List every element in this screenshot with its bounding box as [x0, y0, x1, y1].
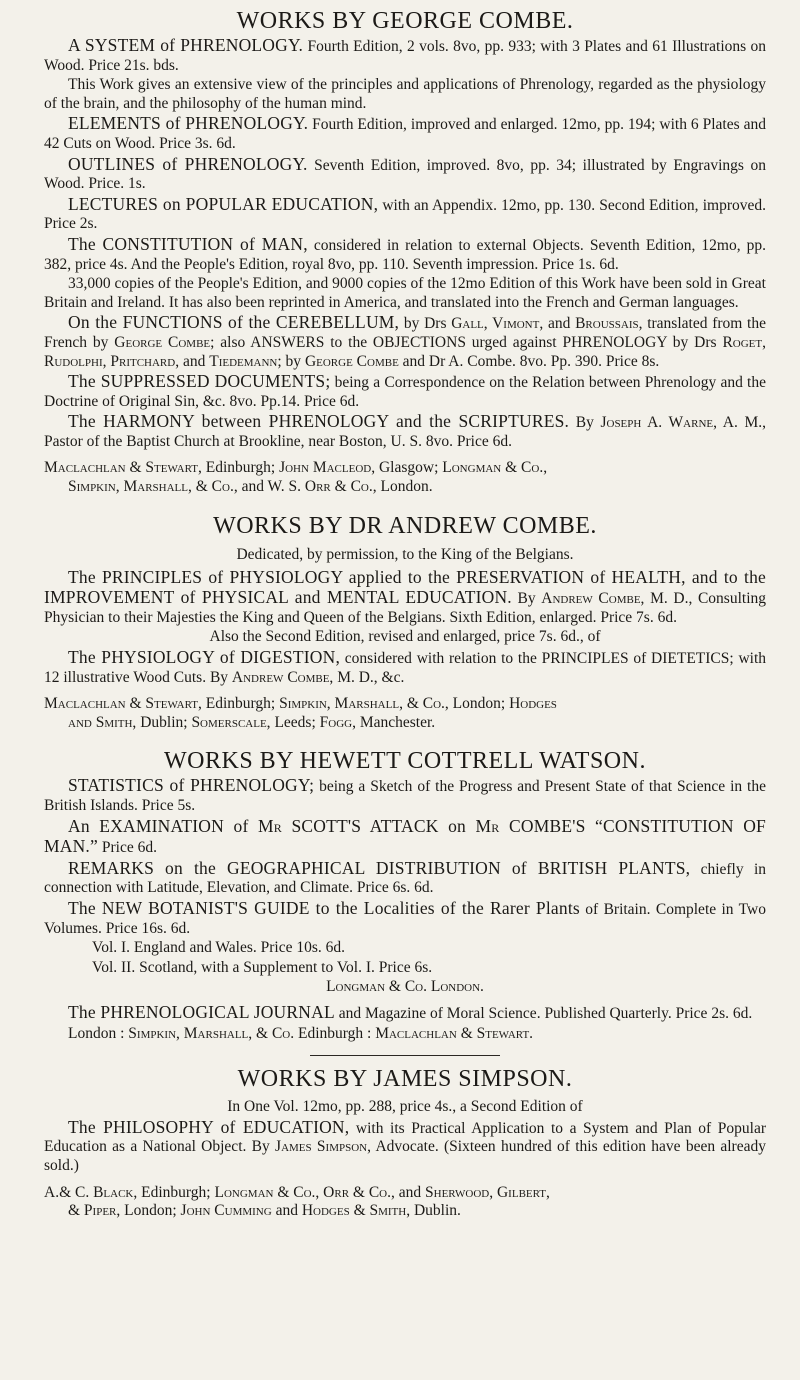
- entry-statistics-of-phrenology: STATISTICS of PHRENOLOGY; being a Sketch of the Progress and Present State of that Science in the British Islands. Price 5s.: [44, 775, 766, 814]
- entry-volume-2: Vol. II. Scotland, with a Supplement to Vol. I. Price 6s.: [92, 958, 433, 976]
- dedication: Dedicated, by permission, to the King of the Belgians.: [236, 545, 574, 563]
- publishers-watson-botany: Longman & Co. London.: [326, 978, 484, 996]
- entry-harmony-phrenology-scriptures: The HARMONY between PHRENOLOGY and the SCRIPTURES. By Joseph A. Warne, A. M., Pastor of the Baptist Church at Brookline, near Boston, U. S. 8vo. Price 6d.: [44, 411, 767, 450]
- entry-geographical-distribution: REMARKS on the GEOGRAPHICAL DISTRIBUTION of BRITISH PLANTS, chiefly in connection with Latitude, Elevation, and Climate. Price 6s. 6d.: [44, 857, 766, 897]
- entry-volume-1: Vol. I. England and Wales. Price 10s. 6d.: [92, 939, 346, 957]
- publishers-andrew-combe: Maclachlan & Stewart, Edinburgh; Simpkin, Marshall, & Co., London; Hodges and Smith, Dublin; Somerscale, Leeds; Fogg, Manchester.: [44, 695, 557, 731]
- publishers-james-simpson: A.& C. Black, Edinburgh; Longman & Co., Orr & Co., and Sherwood, Gilbert, & Piper, London; John Cumming and Hodges & Smith, Dublin.: [44, 1183, 550, 1220]
- entry-functions-cerebellum: On the FUNCTIONS of the CEREBELLUM, by Drs Gall, Vimont, and Broussais, translated from the French by George Combe; also ANSWERS to the OBJECTIONS urged against PHRENOLOGY by Drs Roget, Rudolphi, Pritchard, and Tiedemann; by George Combe and Dr A. Combe. 8vo. Pp. 390. Price 8s.: [44, 312, 766, 370]
- entry-new-botanists-guide: The NEW BOTANIST'S GUIDE to the Localities of the Rarer Plants of Britain. Complete in Two Volumes. Price 16s. 6d.: [44, 897, 766, 937]
- entry-system-of-phrenology: A SYSTEM of PHRENOLOGY. Fourth Edition, 2 vols. 8vo, pp. 933; with 3 Plates and 61 Illustrations on Wood. Price 21s. bds.: [44, 35, 766, 74]
- entry-principles-of-physiology: The PRINCIPLES of PHYSIOLOGY applied to the PRESERVATION of HEALTH, and to the IMPROVEMENT of PHYSICAL and MENTAL EDUCATION. By Andrew Combe, M. D., Consulting Physician to their Majesties the King and Queen of the Belgians. Sixth Edition, enlarged. Price 7s. 6d.: [44, 566, 767, 626]
- entry-outlines-of-phrenology: OUTLINES of PHRENOLOGY. Seventh Edition, improved. 8vo, pp. 34; illustrated by Engravings on Wood. Price. 1s.: [44, 153, 766, 193]
- entry-description: This Work gives an extensive view of the principles and applications of Phrenology, regarded as the physiology of the brain, and the philosophy of the human mind.: [44, 76, 766, 112]
- section-title-james-simpson: WORKS BY JAMES SIMPSON.: [237, 1066, 573, 1093]
- entry-copies-sold: 33,000 copies of the People's Edition, and 9000 copies of the 12mo Edition of this Work have been sold in Great Britain and Ireland. It has also been reprinted in America, and translated into the French and German languages.: [44, 275, 766, 311]
- entry-constitution-of-man: The CONSTITUTION of MAN, considered in relation to external Objects. Seventh Edition, 12mo, pp. 382, price 4s. And the People's Edition, royal 8vo, pp. 110. Seventh impression. Price 1s. 6d.: [44, 233, 766, 273]
- section-title-hewett-cottrell-watson: WORKS BY HEWETT COTTRELL WATSON.: [164, 748, 646, 775]
- entry-physiology-of-digestion: The PHYSIOLOGY of DIGESTION, considered with relation to the PRINCIPLES of DIETETICS; with 12 illustrative Wood Cuts. By Andrew Combe, M. D., &c.: [44, 647, 767, 686]
- section-title-george-combe: WORKS BY GEORGE COMBE.: [236, 8, 574, 34]
- entry-lectures-popular-education: LECTURES on POPULAR EDUCATION, with an Appendix. 12mo, pp. 130. Second Edition, improved. Price 2s.: [44, 193, 766, 233]
- entry-second-edition-note: Also the Second Edition, revised and enlarged, price 7s. 6d., of: [209, 628, 601, 646]
- publishers-phrenological-journal: London : Simpkin, Marshall, & Co. Edinburgh : Maclachlan & Stewart.: [68, 1024, 534, 1042]
- entry-elements-of-phrenology: ELEMENTS of PHRENOLOGY. Fourth Edition, improved and enlarged. 12mo, pp. 194; with 6 Plates and 42 Cuts on Wood. Price 3s. 6d.: [44, 113, 766, 152]
- publishers-george-combe: Maclachlan & Stewart, Edinburgh; John Macleod, Glasgow; Longman & Co., Simpkin, Marshall, & Co., and W. S. Orr & Co., London.: [44, 459, 548, 496]
- section-title-andrew-combe: WORKS BY DR ANDREW COMBE.: [213, 512, 597, 539]
- entry-philosophy-of-education: The PHILOSOPHY of EDUCATION, with its Practical Application to a System and Plan of Popular Education as a National Object. By James Simpson, Advocate. (Sixteen hundred of this edition have been already sold.): [44, 1116, 766, 1174]
- entry-one-volume-note: In One Vol. 12mo, pp. 288, price 4s., a Second Edition of: [227, 1098, 583, 1116]
- entry-phrenological-journal: The PHRENOLOGICAL JOURNAL and Magazine of Moral Science. Published Quarterly. Price 2s. 6d.: [68, 1001, 753, 1022]
- entry-examination-scotts-attack: An EXAMINATION of Mr SCOTT'S ATTACK on Mr COMBE'S “CONSTITUTION OF MAN.” Price 6d.: [44, 815, 766, 857]
- divider-rule: [310, 1055, 500, 1056]
- entry-suppressed-documents: The SUPPRESSED DOCUMENTS; being a Correspondence on the Relation between Phrenology and the Doctrine of Original Sin, &c. 8vo. Pp.14. Price 6d.: [44, 371, 766, 410]
